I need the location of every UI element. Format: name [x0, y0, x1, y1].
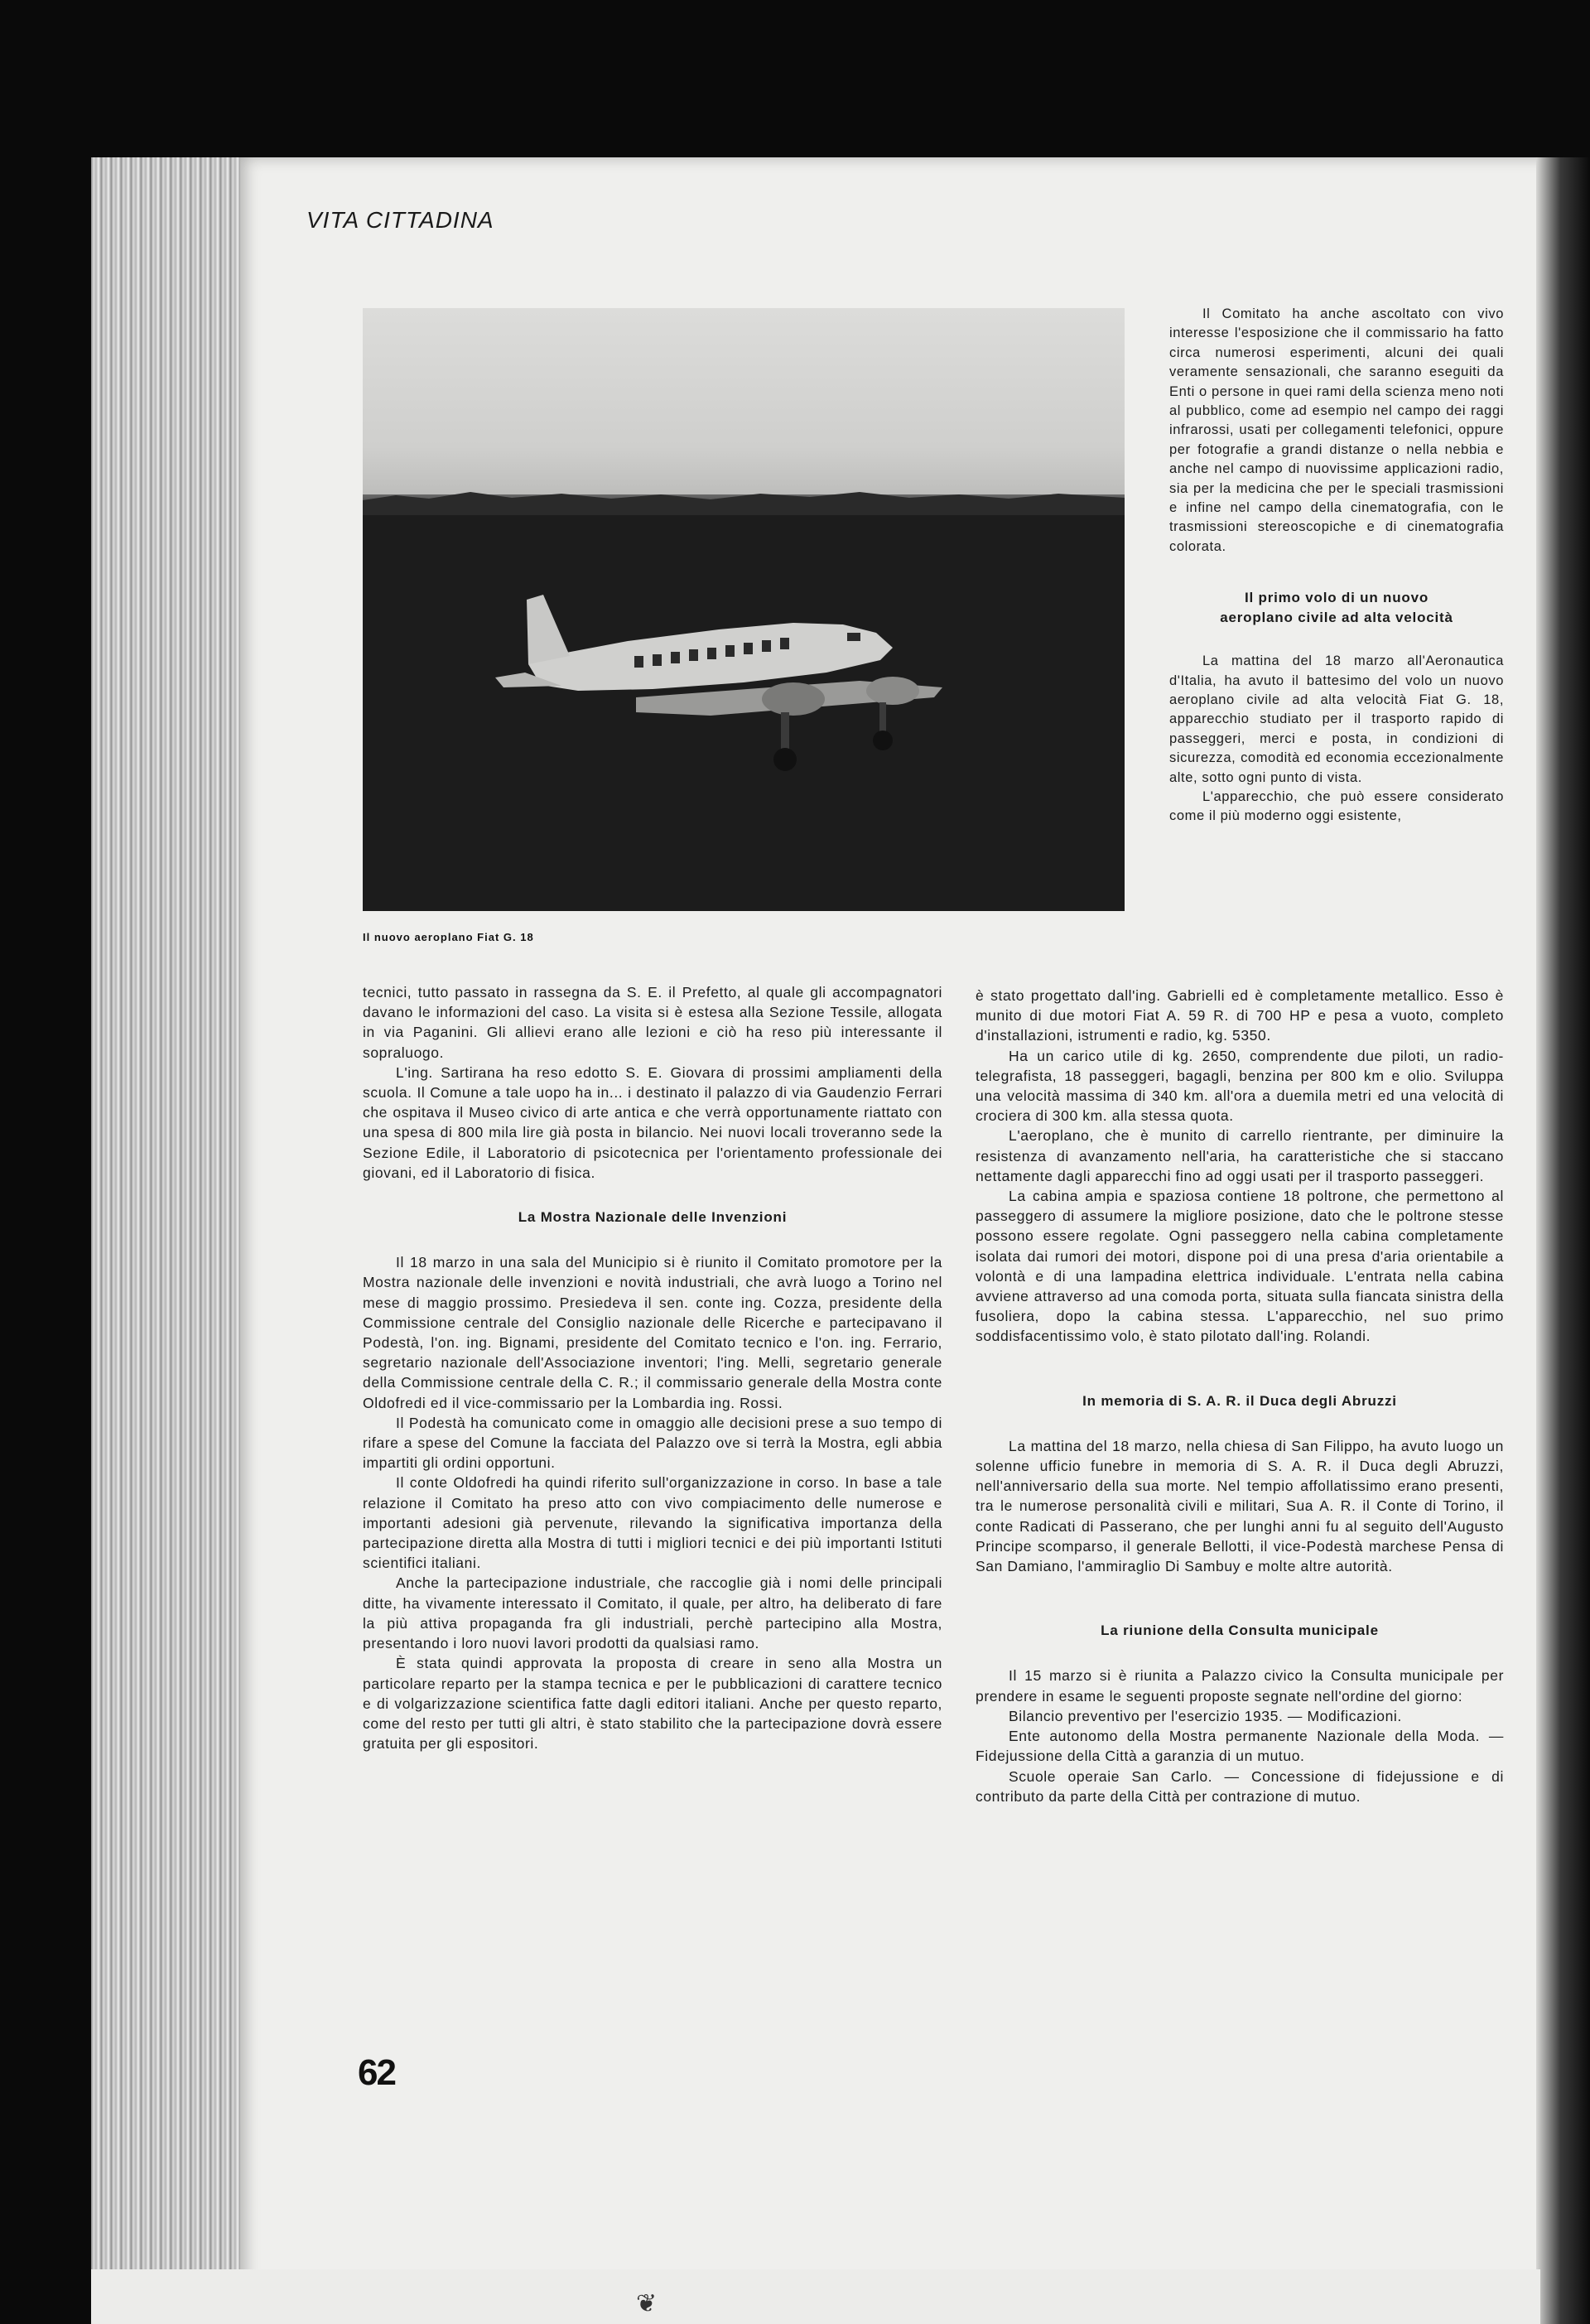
right-paragraph-3-continued: è stato progettato dall'ing. Gabrielli ed è completamente metallico. Esso è munito di due motori Fiat A. 59 R. di 700 HP e pesa a vuoto, completo d'installazioni, istrumenti e radio, kg. 5350. [976, 987, 1504, 1044]
right-paragraph-8: Il 15 marzo si è riunita a Palazzo civico la Consulta municipale per prendere in esame le seguenti proposte segnate nell'ordine del giorno: [976, 1667, 1504, 1704]
heading-primo-volo-line1: Il primo volo di un nuovo [1244, 590, 1429, 606]
left-paragraph-7: È stata quindi approvata la proposta di creare in seno alla Mostra un particolare reparto per la stampa tecnica e per le pubblicazioni di carattere tecnico e di volgarizzazione scientifica fatte dagli editori italiani. Anche per questo reparto, come del resto per tutti gli altri, è stato stabilito che la partecipazione dovrà essere gratuita per gli espositori. [363, 1655, 942, 1753]
left-paragraph-6: Anche la partecipazione industriale, che raccoglie già i nomi delle principali ditte, ha vivamente interessato il Comitato, il quale, per altro, ha deliberato di fare la più attiva propaganda fra gli industriali, perchè partecipino alla Mostra, presentando i loro nuovi lavori prodotti da qualsiasi ramo. [363, 1574, 942, 1652]
heading-mostra-invenzioni: La Mostra Nazionale delle Invenzioni [518, 1209, 788, 1226]
heading-primo-volo-line2: aeroplano civile ad alta velocità [1220, 609, 1453, 625]
heading-primo-volo [1169, 588, 1504, 627]
page-gutter-shadow [1536, 157, 1590, 2324]
left-paragraph-2: L'ing. Sartirana ha reso edotto S. E. Giovara di prossimi ampliamenti della scuola. Il Comune a tale uopo ha in... i destinato il palazzo di via Gaudenzio Ferrari che ospitava il Museo civico di arte antica e che verrà opportunamente riattato con una spesa di 800 mila lire già posta in bilancio. Nei nuovi locali troveranno sede la Sezione Edile, il Laboratorio di psicotecnica per l'orientamento professionale dei giovani, ed il Laboratorio di fisica. [363, 1063, 942, 1181]
page-number: 62 [358, 2052, 395, 2093]
right-paragraph-2: La mattina del 18 marzo all'Aeronautica d'Italia, ha avuto il battesimo del volo un nuovo aeroplano civile ad alta velocità Fiat G. 18, apparecchio studiato per il trasporto rapido di passeggeri, merci e posta, in condizioni di sicurezza, comodità ed economia eccezionalmente alte, sotto ogni punto di vista. [1169, 653, 1504, 785]
heading-consulta-municipale: La riunione della Consulta municipale [1101, 1622, 1379, 1639]
scan-background-left [0, 0, 91, 2324]
left-paragraph-1: tecnici, tutto passato in rassegna da S. E. il Prefetto, al quale gli accompagnatori davano le informazioni del caso. La visita si è estesa alla Sezione Tessile, allogata in via Paganini. Gli allievi erano alle lezioni e ciò ha reso più interessante il sopraluogo. [363, 984, 942, 1061]
airplane-photo [363, 308, 1125, 911]
library-stamp-icon: ❦ [636, 2290, 658, 2317]
heading-memoria-duca: In memoria di S. A. R. il Duca degli Abruzzi [1082, 1392, 1397, 1409]
right-paragraph-7: La mattina del 18 marzo, nella chiesa di San Filippo, ha avuto luogo un solenne ufficio funebre in memoria di S. A. R. il Duca degli Abruzzi, nell'anniversario della sua morte. Nel tempio affollatissimo erano presenti, tra le numerose personalità civili e militari, Sua A. R. il Conte di Torino, il conte Radicati di Passerano, che per lunghi anni fu al seguito dell'Augusto Principe scomparso, il generale Bellotti, il vice-Podestà marchese Pensa di San Damiano, l'ammiraglio Di Sambuy e molte altre autorità. [976, 1437, 1504, 1575]
right-paragraph-1: Il Comitato ha anche ascoltato con vivo interesse l'esposizione che il commissario ha fatto circa numerosi esperimenti, alcuni dei quali veramente sensazionali, che saranno eseguiti da Enti o persone in quei rami della scienza meno noti al pubblico, come ad esempio nel campo dei raggi infrarossi, usati per collegamenti telefonici, oppure per fotografie a grandi distanze o nella nebbia e anche nel campo di nuovissime applicazioni radio, sia per la medicina che per le speciali trasmissioni e infine nel campo della cinematografia, con le trasmissioni stereoscopiche e di cinematografia colorata. [1169, 306, 1504, 554]
right-bottom-column [976, 986, 1504, 1806]
right-top-column [1169, 305, 1504, 827]
right-paragraph-4: Ha un carico utile di kg. 2650, comprendente due piloti, un radio-telegrafista, 18 passeggeri, bagagli, benzina per 800 km e olio. Sviluppa una velocità massima di 340 km. all'ora a duemila metri ed una velocità di crociera di 300 km. alla stessa quota. [976, 1047, 1504, 1125]
right-paragraph-11: Scuole operaie San Carlo. — Concessione di fidejussione e di contributo da parte della Città per contrazione di mutuo. [976, 1767, 1504, 1805]
left-paragraph-5: Il conte Oldofredi ha quindi riferito sull'organizzazione in corso. In base a tale relazione il Comitato ha preso atto con vivo compiacimento delle numerose e importanti adesioni già pervenute, rilevando la significativa importanza della partecipazione diretta alla Mostra di tutti i migliori tecnici e dei più importanti Istituti scientifici italiani. [363, 1474, 942, 1572]
page-bottom-margin [91, 2269, 1540, 2324]
left-column [363, 982, 942, 1753]
airplane-illustration [363, 308, 1125, 911]
photo-caption: Il nuovo aeroplano Fiat G. 18 [363, 931, 534, 943]
right-paragraph-9: Bilancio preventivo per l'esercizio 1935. — Modificazioni. [1009, 1707, 1402, 1724]
left-paragraph-4: Il Podestà ha comunicato come in omaggio alle decisioni prese a suo tempo di rifare a spese del Comune la facciata del Palazzo ove si terrà la Mostra, egli abbia impartiti gli ordini opportuni. [363, 1414, 942, 1472]
right-paragraph-3: L'apparecchio, che può essere considerato come il più moderno oggi esistente, [1169, 788, 1504, 824]
running-head: VITA CITTADINA [306, 207, 494, 233]
right-paragraph-5: L'aeroplano, che è munito di carrello rientrante, per diminuire la resistenza di avanzamento nell'aria, ha caratteristiche che si staccano nettamente dagli apparecchi fino ad oggi usati per il trasporto passeggeri. [976, 1127, 1504, 1184]
right-paragraph-6: La cabina ampia e spaziosa contiene 18 poltrone, che permettono al passeggero di assumere la migliore posizione, dato che le poltrone stesse possono essere regolate. Ogni passeggero nella cabina completamente isolata dai rumori dei motori, dispone poi di una presa d'aria orientabile a volontà e di una lampadina elettrica individuale. L'entrata nella cabina avviene attraverso ad una comoda porta, situata sulla fiancata sinistra della fusoliera, dopo la cabina stessa. L'apparecchio, nel suo primo soddisfacentissimo volo, è stato pilotato dall'ing. Rolandi. [976, 1188, 1504, 1345]
right-paragraph-10: Ente autonomo della Mostra permanente Nazionale della Moda. — Fidejussione della Città a garanzia di un mutuo. [976, 1728, 1504, 1765]
left-paragraph-3: Il 18 marzo in una sala del Municipio si è riunito il Comitato promotore per la Mostra nazionale delle invenzioni e novità industriali, che avrà luogo a Torino nel mese di maggio prossimo. Presiedeva il sen. conte ing. Cozza, presidente della Commissione centrale del Consiglio nazionale delle Ricerche e partecipavano il Podestà, l'on. ing. Bignami, presidente del Comitato tecnico e l'on. ing. Ferrario, segretario nazionale dell'Associazione inventori; l'ing. Melli, segretario generale della Commissione centrale della C. R.; il commissario generale della Mostra conte Oldofredi ed il vice-commissario per la Lombardia ing. Rossi. [363, 1254, 942, 1411]
scan-background-top [0, 0, 1590, 157]
